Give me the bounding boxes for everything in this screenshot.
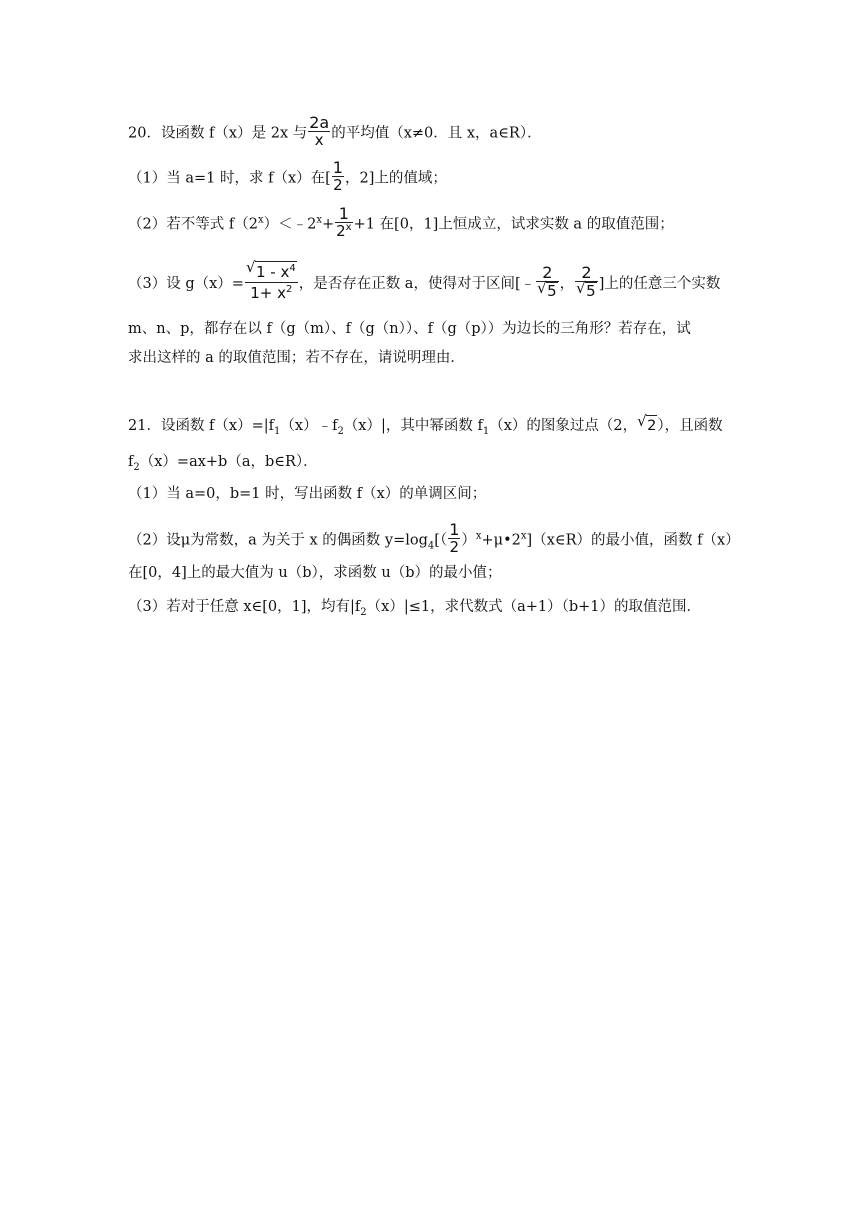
fraction-g-of-x: √ $1 - x^4$ $1+ x^2$ (245, 258, 296, 302)
q20-line-4: （3）设 g（x）= √ $1 - x^4$ $1+ x^2$ ，是否存在正数 a，使得对于区间[﹣ 2 √ 5 ， 2 √ 5 ]上的任意三个实数 (128, 258, 721, 302)
q20-line-6: 求出这样的 a 的取值范围；若不存在，请说明理由． (128, 350, 465, 366)
q20-line-5: m、n、p，都存在以 f（g（m）、f（g（n））、f（g（p））为边长的三角形？若存在，试 (128, 321, 691, 337)
q20-line-2: （1）当 a=1 时，求 f（x）在[ $\frac{1}{2}$ ，2]上的值域； (128, 158, 447, 194)
q20-line-3: （2）若不等式 $f(2^x)<﹣2^x+$ $\frac{1}{2^x}$ +1 在[0，1]上恒成立，试求实数 a 的取值范围； (128, 204, 674, 240)
q21-line-5: 在[0，4]上的最大值为 u（b），求函数 u（b）的最小值； (128, 565, 502, 581)
q20-line-1: 20．设函数 f（x）是 2x 与 $\frac{2a}{x}$ 的平均值（x≠0．且 x，a∈R）． (128, 113, 542, 149)
fraction-one-over-2x: $\frac{1}{2^x}$ (336, 204, 352, 240)
sqrt-two: √ 2 (637, 412, 657, 434)
q21-line-3: （1）当 a=0，b=1 时，写出函数 f（x）的单调区间； (128, 486, 487, 502)
fraction-2-over-sqrt5-neg: 2 √ 5 (537, 263, 557, 300)
fraction-2a-over-x: $\frac{2a}{x}$ (309, 113, 330, 149)
fraction-one-half-2: $\frac{1}{2}$ (449, 520, 460, 556)
q21-line-1: 21．设函数 $f(x)=|f_1(x)﹣f_2(x)|$，其中幂函数 $f_1(x)$的图象过点（2， √ 2），且函数 (128, 412, 723, 437)
q21-line-2: $f_2(x)=ax+b(a$，b∈R）． (128, 454, 318, 473)
fraction-2-over-sqrt5: 2 √ 5 (576, 263, 596, 300)
fraction-one-half: $\frac{1}{2}$ (332, 158, 343, 194)
q21-line-6: （3）若对于任意 x∈[0，1]，均有$|f_2(x)|\le 1$，求代数式（a+1）（b+1）的取值范围． (128, 599, 702, 618)
q21-line-4: （2）设μ为常数，a 为关于 x 的偶函数 $y=\log_4$[（ $\frac{1}{2}$ ）$^x+\mu•2^x](x\in R)$的最小值，函数 f（x） (128, 520, 740, 556)
q20-text: 20．设函数 f（x）是 2x 与 (128, 125, 308, 142)
sqrt-numerator: √ $1 - x^4$ (245, 258, 296, 281)
